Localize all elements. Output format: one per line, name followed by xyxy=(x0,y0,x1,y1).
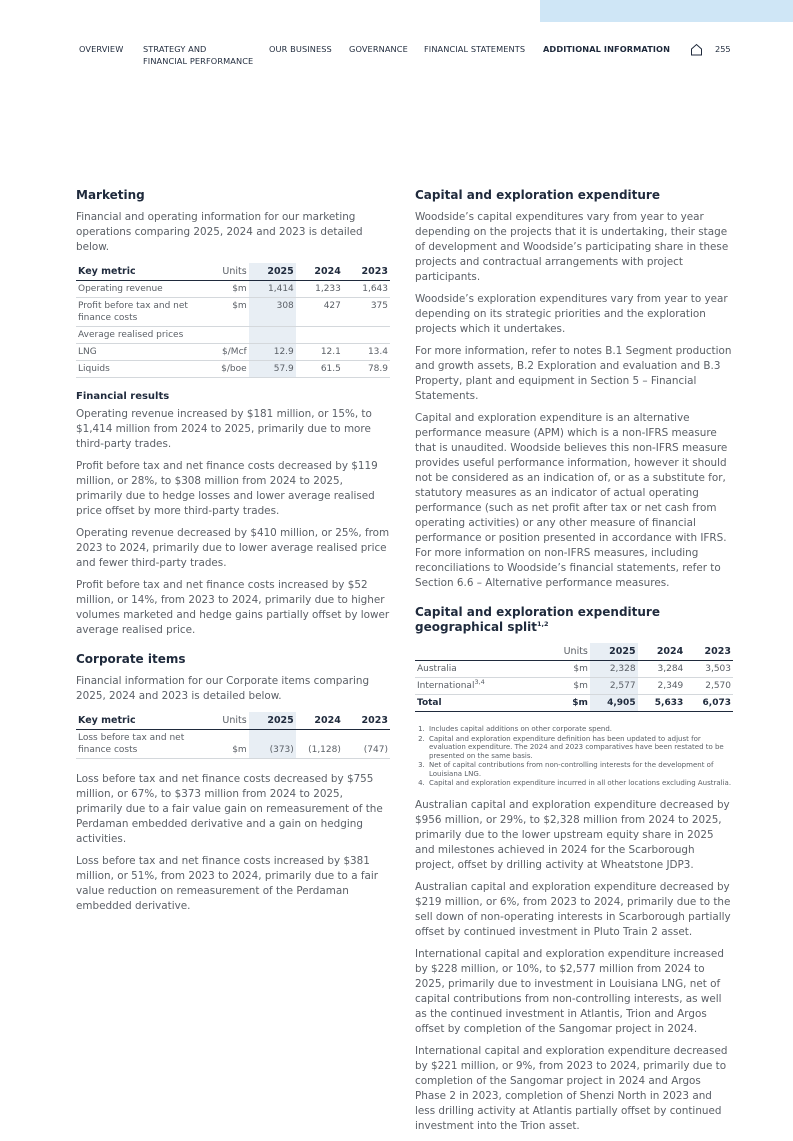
paragraph: Woodside’s capital expenditures vary from year to year depending on the projects that it is undertaking, their stage of development and Woodside’s participating share in these projects and contractual arrangements with project participants. xyxy=(415,211,729,283)
table-total-row xyxy=(415,695,733,712)
cell: (1,128) xyxy=(296,730,343,759)
footnote: 4. Capital and exploration expenditure incurred in all other locations excluding Australia. xyxy=(427,779,733,788)
cell: $m xyxy=(202,730,249,759)
paragraph: International capital and exploration expenditure increased by $228 million, or 10%, to $2,577 million from 2024 to 2025, primarily due to investment in Louisiana LNG, net of capital contributions from non-controlling interests, as well as the continued investment in Atlantis, Trion and Argos offset by completion of the Sangomar project in 2024. xyxy=(415,947,724,1035)
right-column xyxy=(415,188,733,1141)
footnote: 3. Net of capital contributions from non-controlling interests for the development of Louisiana LNG. xyxy=(427,761,733,778)
paragraph: Profit before tax and net finance costs decreased by $119 million, or 28%, to $308 million from 2024 to 2025, primarily due to hedge losses and lower average realised price offset by more third-party trades. xyxy=(76,460,378,517)
cell xyxy=(415,678,542,695)
nav-additional-information[interactable]: ADDITIONAL INFORMATION xyxy=(543,44,671,54)
cell: $m xyxy=(542,661,590,678)
financial-results-title: Financial results xyxy=(76,391,170,402)
cell: 308 xyxy=(249,298,296,327)
footnote: 2. Capital and exploration expenditure definition has been updated to adjust for evaluation expenditure. The 2024 and 2023 comparatives have been restated to be presented on the same basis. xyxy=(427,735,733,761)
cell: 2,349 xyxy=(638,678,686,695)
cell: $m xyxy=(202,281,249,298)
cell: 4,905 xyxy=(590,695,638,712)
header-units: Units xyxy=(542,643,590,661)
header-2025: 2025 xyxy=(249,263,296,281)
paragraph: For more information, refer to notes B.1 Segment production and growth assets, B.2 Exploration and evaluation and B.3 Property, plant and equipment in Section 5 – Financial Statements. xyxy=(415,345,732,402)
left-column xyxy=(76,188,390,921)
nav-strategy-line2: FINANCIAL PERFORMANCE xyxy=(143,56,254,66)
corporate-title: Corporate items xyxy=(76,652,186,666)
corporate-intro: Financial information for our Corporate items comparing 2025, 2024 and 2023 is detailed below. xyxy=(76,675,370,702)
cell: $/boe xyxy=(202,361,249,378)
cell: 1,643 xyxy=(343,281,390,298)
row-label: International xyxy=(417,681,475,691)
table-row xyxy=(76,361,390,378)
cell: Profit before tax and net finance costs xyxy=(76,298,202,327)
nav-overview[interactable]: OVERVIEW xyxy=(79,44,124,54)
paragraph: International capital and exploration expenditure decreased by $221 million, or 9%, from 2023 to 2024, primarily due to completion of the Sangomar project in 2024 and Argos Phase 2 in 2023, completion of Shenzi North in 2023 and less drilling activity at Atlantis partially offset by continued investment into the Trion asset. xyxy=(415,1044,728,1132)
header-2023: 2023 xyxy=(343,263,390,281)
table-header-row xyxy=(76,712,390,730)
cell: Liquids xyxy=(76,361,202,378)
row-footnote: 3,4 xyxy=(474,678,485,686)
header-2024: 2024 xyxy=(296,712,343,730)
footnotes xyxy=(415,725,733,788)
nav-strategy[interactable] xyxy=(143,43,253,67)
table-header-row xyxy=(415,643,733,661)
header-blank xyxy=(415,643,542,661)
paragraph: Woodside’s exploration expenditures vary from year to year depending on its strategic priorities and the exploration projects which it undertakes. xyxy=(415,293,728,335)
table-row xyxy=(76,298,390,327)
cell: LNG xyxy=(76,344,202,361)
paragraph: Australian capital and exploration expenditure decreased by $219 million, or 6%, from 2023 to 2024, primarily due to the sell down of non-operating interests in Scarborough partially offset by continued investment in Pluto Train 2 asset. xyxy=(415,880,731,938)
cell: 13.4 xyxy=(343,344,390,361)
table-row xyxy=(415,661,733,678)
cell: Average realised prices xyxy=(76,327,202,344)
header-2023: 2023 xyxy=(343,712,390,730)
header-2025: 2025 xyxy=(590,643,638,661)
section-accent-tab xyxy=(540,0,793,22)
table-row xyxy=(76,281,390,298)
geo-split-table xyxy=(415,643,733,712)
cell xyxy=(296,327,343,344)
cell: 427 xyxy=(296,298,343,327)
cell: $m xyxy=(202,298,249,327)
nav-financial-statements[interactable]: FINANCIAL STATEMENTS xyxy=(424,44,526,54)
paragraph: Profit before tax and net finance costs increased by $52 million, or 14%, from 2023 to 2024, primarily due to higher volumes marketed and hedge gains partially offset by lower average realised price. xyxy=(76,579,390,636)
table-row xyxy=(76,730,390,759)
nav-governance[interactable]: GOVERNANCE xyxy=(349,44,408,54)
paragraph: Operating revenue decreased by $410 million, or 25%, from 2023 to 2024, primarily due to lower average realised price and fewer third-party trades. xyxy=(76,527,390,569)
home-icon[interactable] xyxy=(690,43,703,56)
paragraph: Loss before tax and net finance costs increased by $381 million, or 51%, from 2023 to 2024, primarily due to a fair value reduction on remeasurement of the Perdaman embedded derivative. xyxy=(76,855,379,912)
cell: 1,414 xyxy=(249,281,296,298)
table-row xyxy=(415,678,733,695)
cell: 2,577 xyxy=(590,678,638,695)
paragraph: Loss before tax and net finance costs decreased by $755 million, or 67%, to $373 million from 2024 to 2025, primarily due to a fair value gain on remeasurement of the Perdaman embedded derivative and a gain on hedging activities. xyxy=(76,773,383,845)
cell: (747) xyxy=(343,730,390,759)
corporate-table xyxy=(76,712,390,759)
header-units: Units xyxy=(202,263,249,281)
cell: 2,328 xyxy=(590,661,638,678)
marketing-intro: Financial and operating information for our marketing operations comparing 2025, 2024 and 2023 is detailed below. xyxy=(76,211,363,253)
cell: 375 xyxy=(343,298,390,327)
cell: $m xyxy=(542,695,590,712)
paragraph: Operating revenue increased by $181 million, or 15%, to $1,414 million from 2024 to 2025, primarily due to more third-party trades. xyxy=(76,408,372,450)
header-key-metric: Key metric xyxy=(76,263,202,281)
cell: 12.1 xyxy=(296,344,343,361)
cell: 5,633 xyxy=(638,695,686,712)
nav-our-business[interactable]: OUR BUSINESS xyxy=(269,44,332,54)
cell: $/Mcf xyxy=(202,344,249,361)
paragraph: Australian capital and exploration expenditure decreased by $956 million, or 29%, to $2,328 million from 2024 to 2025, primarily due to the lower upstream equity share in 2025 and milestones achieved in 2024 for the Scarborough project, offset by drilling activity at Wheatstone JDP3. xyxy=(415,798,730,871)
cell: 61.5 xyxy=(296,361,343,378)
geo-split-title xyxy=(415,605,733,635)
header-2025: 2025 xyxy=(249,712,296,730)
cell xyxy=(415,661,542,678)
cell xyxy=(249,327,296,344)
cell: Loss before tax and net finance costs xyxy=(76,730,202,759)
footnote: 1. Includes capital additions on other corporate spend. xyxy=(427,725,733,734)
geo-split-title-footnote: 1,2 xyxy=(537,620,549,628)
paragraph: Capital and exploration expenditure is an alternative performance measure (APM) which is a non-IFRS measure that is unaudited. Woodside believes this non-IFRS measure provides useful performance information, however it should not be considered as an indication of, or as a substitute for, statutory measures as an indicator of actual operating performance (such as net profit after tax or net cash from operating activities) or any other measure of financial performance or position presented in accordance with IFRS. For more information on non-IFRS measures, including reconciliations to Woodside’s financial statements, refer to Section 6.6 – Alternative performance measures. xyxy=(415,412,728,589)
page-number: 255 xyxy=(715,44,731,54)
cell: (373) xyxy=(249,730,296,759)
cell: Total xyxy=(415,695,542,712)
marketing-title: Marketing xyxy=(76,188,145,202)
cell: 12.9 xyxy=(249,344,296,361)
header-2024: 2024 xyxy=(638,643,686,661)
cell: 1,233 xyxy=(296,281,343,298)
cell: 3,284 xyxy=(638,661,686,678)
cell: 2,570 xyxy=(685,678,733,695)
header-key-metric: Key metric xyxy=(76,712,202,730)
row-label: Australia xyxy=(417,664,457,674)
cell: Operating revenue xyxy=(76,281,202,298)
table-row xyxy=(76,327,390,344)
cell: $m xyxy=(542,678,590,695)
cell: 3,503 xyxy=(685,661,733,678)
header-2024: 2024 xyxy=(296,263,343,281)
geo-split-title-text: Capital and exploration expenditure geographical split xyxy=(415,605,660,634)
cell: 6,073 xyxy=(685,695,733,712)
table-row xyxy=(76,344,390,361)
header-units: Units xyxy=(202,712,249,730)
nav-strategy-line1: STRATEGY AND xyxy=(143,44,207,54)
cell: 57.9 xyxy=(249,361,296,378)
capex-title: Capital and exploration expenditure xyxy=(415,188,660,202)
marketing-table xyxy=(76,263,390,378)
header-2023: 2023 xyxy=(685,643,733,661)
table-header-row xyxy=(76,263,390,281)
cell xyxy=(343,327,390,344)
cell: 78.9 xyxy=(343,361,390,378)
cell xyxy=(202,327,249,344)
